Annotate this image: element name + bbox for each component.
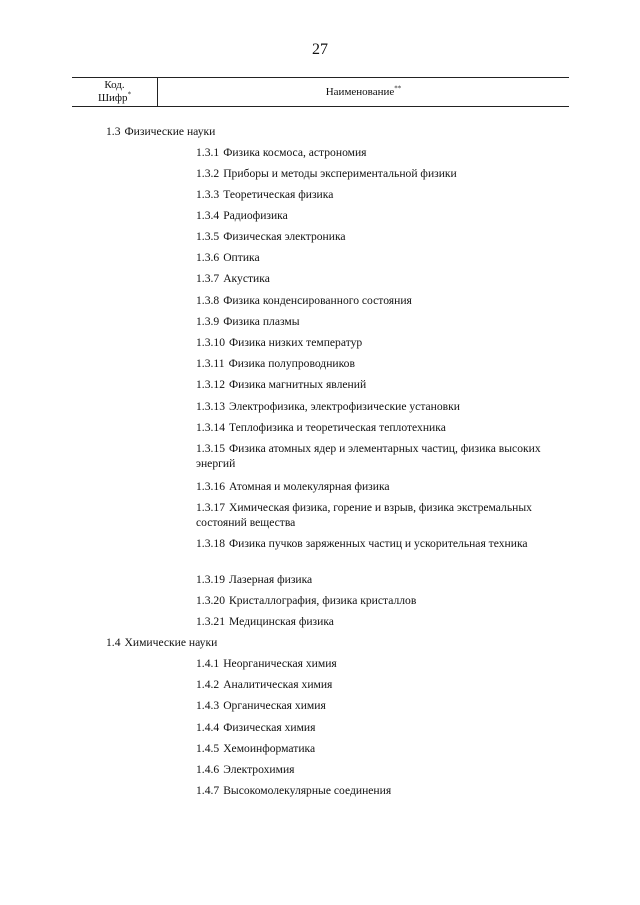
item-1-4-3 <box>196 698 326 713</box>
item-title: Акустика <box>223 272 270 285</box>
item-title: Теоретическая физика <box>223 188 334 201</box>
item-1-3-10 <box>196 335 362 350</box>
item-1-3-21 <box>196 614 334 629</box>
item-code: 1.4.6 <box>196 763 220 776</box>
item-1-3-4 <box>196 208 288 223</box>
item-title: Физика плазмы <box>223 315 300 328</box>
item-title: Лазерная физика <box>228 573 313 586</box>
item-code: 1.3.9 <box>196 315 220 328</box>
item-1-3-18 <box>196 536 541 551</box>
item-code: 1.3.19 <box>196 573 225 586</box>
item-title: Медицинская физика <box>228 615 334 628</box>
item-code: 1.3.18 <box>196 537 225 550</box>
item-title: Радиофизика <box>223 209 288 222</box>
item-1-3-16 <box>196 479 390 494</box>
item-title: Приборы и методы экспериментальной физики <box>223 167 457 180</box>
item-code: 1.3.6 <box>196 251 220 264</box>
item-title: Физическая химия <box>223 721 316 734</box>
item-title: Неорганическая химия <box>223 657 337 670</box>
item-1-3-20 <box>196 593 416 608</box>
code-header-footnote-mark: * <box>127 90 132 99</box>
item-code: 1.3.13 <box>196 400 225 413</box>
item-1-4-7 <box>196 783 391 798</box>
item-code: 1.4.7 <box>196 784 220 797</box>
item-code: 1.3.8 <box>196 294 220 307</box>
item-title: Теплофизика и теоретическая теплотехника <box>228 421 446 434</box>
item-code: 1.3.5 <box>196 230 220 243</box>
item-1-3-11 <box>196 356 355 371</box>
section-physical-sciences <box>106 124 215 139</box>
item-code: 1.3.2 <box>196 167 220 180</box>
code-header-label: Шифр <box>97 92 128 104</box>
item-1-4-5 <box>196 741 315 756</box>
item-title: Органическая химия <box>223 699 326 712</box>
name-column-header <box>158 85 569 99</box>
item-title: Оптика <box>223 251 260 264</box>
item-code: 1.3.11 <box>196 357 225 370</box>
item-code: 1.3.15 <box>196 442 225 455</box>
item-1-4-2 <box>196 677 332 692</box>
item-code: 1.3.4 <box>196 209 220 222</box>
item-title: Кристаллография, физика кристаллов <box>228 594 417 607</box>
item-code: 1.4.1 <box>196 657 220 670</box>
item-1-3-3 <box>196 187 333 202</box>
item-title: Хемоинформатика <box>223 742 316 755</box>
name-header-footnote-mark: ** <box>394 84 402 93</box>
item-1-3-8 <box>196 293 412 308</box>
item-code: 1.3.3 <box>196 188 220 201</box>
item-title: Химическая физика, горение и взрыв, физика экстремальных состояний вещества <box>196 501 532 529</box>
item-1-3-2 <box>196 166 457 181</box>
item-code: 1.3.14 <box>196 421 225 434</box>
item-title: Электрофизика, электрофизические установки <box>228 400 460 413</box>
code-header-line-2 <box>72 92 157 105</box>
item-title: Физика низких температур <box>228 336 363 349</box>
item-1-3-12 <box>196 377 366 392</box>
item-1-3-7 <box>196 271 270 286</box>
item-1-3-9 <box>196 314 300 329</box>
item-code: 1.4.3 <box>196 699 220 712</box>
item-title: Физика полупроводников <box>228 357 355 370</box>
item-title: Физика магнитных явлений <box>228 378 367 391</box>
item-title: Физика космоса, астрономия <box>223 146 367 159</box>
section-code: 1.3 <box>106 125 121 138</box>
item-title: Физика пучков заряженных частиц и ускорительная техника <box>228 537 528 550</box>
code-header-line-1: Код. <box>104 79 125 91</box>
section-code: 1.4 <box>106 636 121 649</box>
item-code: 1.3.21 <box>196 615 225 628</box>
item-1-3-6 <box>196 250 260 265</box>
page-number: 27 <box>312 41 328 58</box>
item-1-4-6 <box>196 762 295 777</box>
section-title: Физические науки <box>124 125 216 138</box>
item-code: 1.3.16 <box>196 480 225 493</box>
item-code: 1.3.20 <box>196 594 225 607</box>
item-1-3-15 <box>196 441 541 471</box>
item-1-3-14 <box>196 420 446 435</box>
item-1-3-5 <box>196 229 346 244</box>
item-1-4-1 <box>196 656 337 671</box>
item-1-4-4 <box>196 720 315 735</box>
item-title: Электрохимия <box>223 763 295 776</box>
item-title: Физика атомных ядер и элементарных частиц, физика высоких энергий <box>196 442 541 470</box>
item-1-3-17 <box>196 500 541 530</box>
item-code: 1.3.10 <box>196 336 225 349</box>
item-1-3-19 <box>196 572 312 587</box>
item-1-3-1 <box>196 145 367 160</box>
code-column-header <box>72 79 157 105</box>
item-code: 1.4.4 <box>196 721 220 734</box>
item-title: Физика конденсированного состояния <box>223 294 412 307</box>
item-code: 1.4.5 <box>196 742 220 755</box>
section-chemical-sciences <box>106 635 217 650</box>
item-code: 1.3.1 <box>196 146 220 159</box>
item-title: Атомная и молекулярная физика <box>228 480 390 493</box>
item-code: 1.3.7 <box>196 272 220 285</box>
header-table <box>72 77 569 107</box>
item-title: Аналитическая химия <box>223 678 333 691</box>
section-title: Химические науки <box>124 636 218 649</box>
name-header-label: Наименование <box>325 86 395 98</box>
item-code: 1.3.17 <box>196 501 225 514</box>
item-title: Физическая электроника <box>223 230 346 243</box>
item-1-3-13 <box>196 399 460 414</box>
item-code: 1.3.12 <box>196 378 225 391</box>
item-code: 1.4.2 <box>196 678 220 691</box>
item-title: Высокомолекулярные соединения <box>223 784 392 797</box>
